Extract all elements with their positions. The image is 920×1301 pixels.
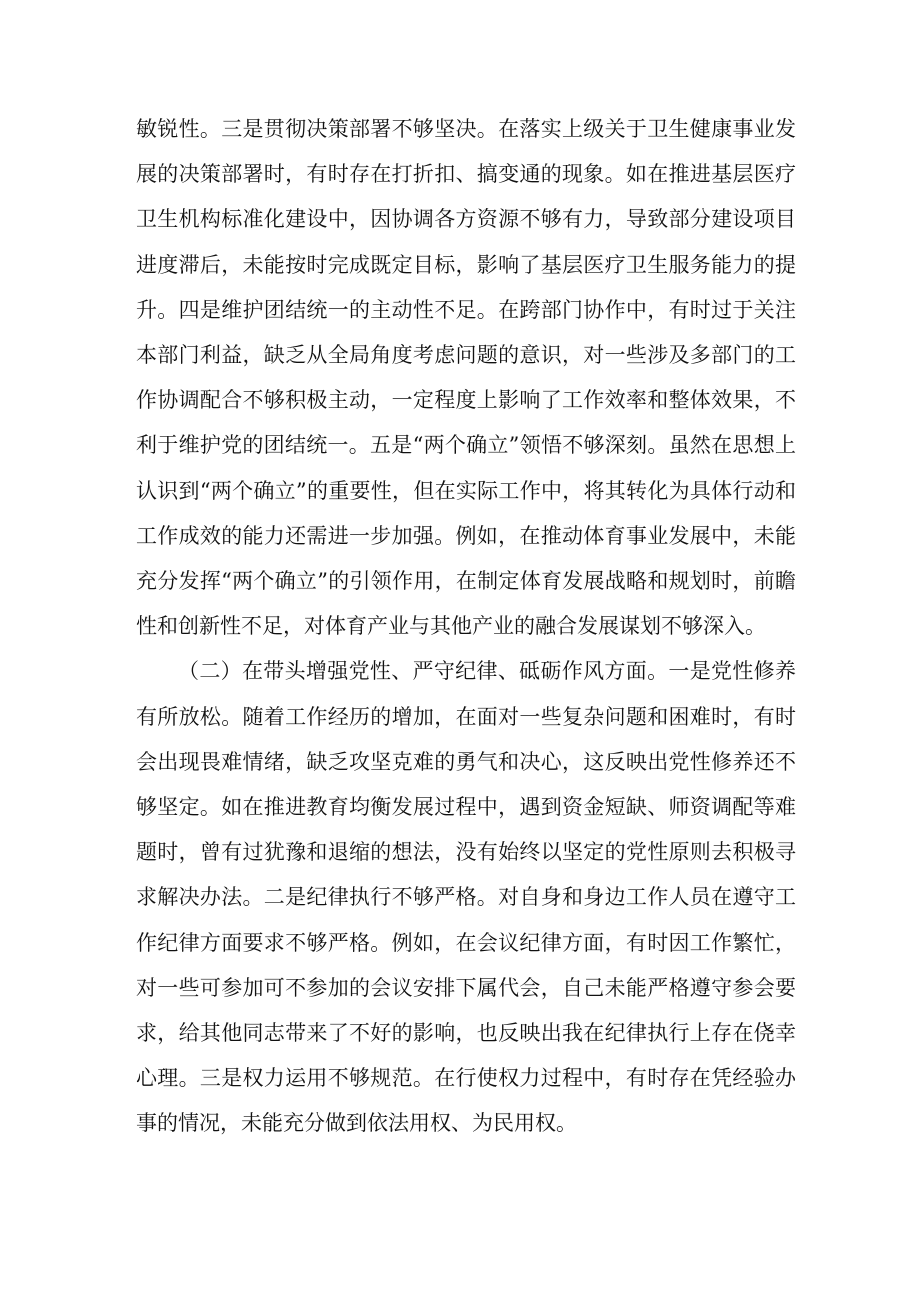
document-body <box>136 107 796 1147</box>
paragraph-section-two: （二）在带头增强党性、严守纪律、砥砺作风方面。一是党性修养有所放松。随着工作经历的增加，在面对一些复杂问题和困难时，有时会出现畏难情绪，缺乏攻坚克难的勇气和决心，这反映出党性修养还不够坚定。如在推进教育均衡发展过程中，遇到资金短缺、师资调配等难题时，曾有过犹豫和退缩的想法，没有始终以坚定的党性原则去积极寻求解决办法。二是纪律执行不够严格。对自身和身边工作人员在遵守工作纪律方面要求不够严格。例如，在会议纪律方面，有时因工作繁忙，对一些可参加可不参加的会议安排下属代会，自己未能严格遵守参会要求，给其他同志带来了不好的影响，也反映出我在纪律执行上存在侥幸心理。三是权力运用不够规范。在行使权力过程中，有时存在凭经验办事的情况，未能充分做到依法用权、为民用权。 <box>136 659 796 1136</box>
paragraph-continuation: 敏锐性。三是贯彻决策部署不够坚决。在落实上级关于卫生健康事业发展的决策部署时，有时存在打折扣、搞变通的现象。如在推进基层医疗卫生机构标准化建设中，因协调各方资源不够有力，导致部分建设项目进度滞后，未能按时完成既定目标，影响了基层医疗卫生服务能力的提升。四是维护团结统一的主动性不足。在跨部门协作中，有时过于关注本部门利益，缺乏从全局角度考虑问题的意识，对一些涉及多部门的工作协调配合不够积极主动，一定程度上影响了工作效率和整体效果，不利于维护党的团结统一。五是“两个确立”领悟不够深刻。虽然在思想上认识到“两个确立”的重要性，但在实际工作中，将其转化为具体行动和工作成效的能力还需进一步加强。例如，在推动体育事业发展中，未能充分发挥“两个确立”的引领作用，在制定体育发展战略和规划时，前瞻性和创新性不足，对体育产业与其他产业的融合发展谋划不够深入。 <box>136 117 796 639</box>
